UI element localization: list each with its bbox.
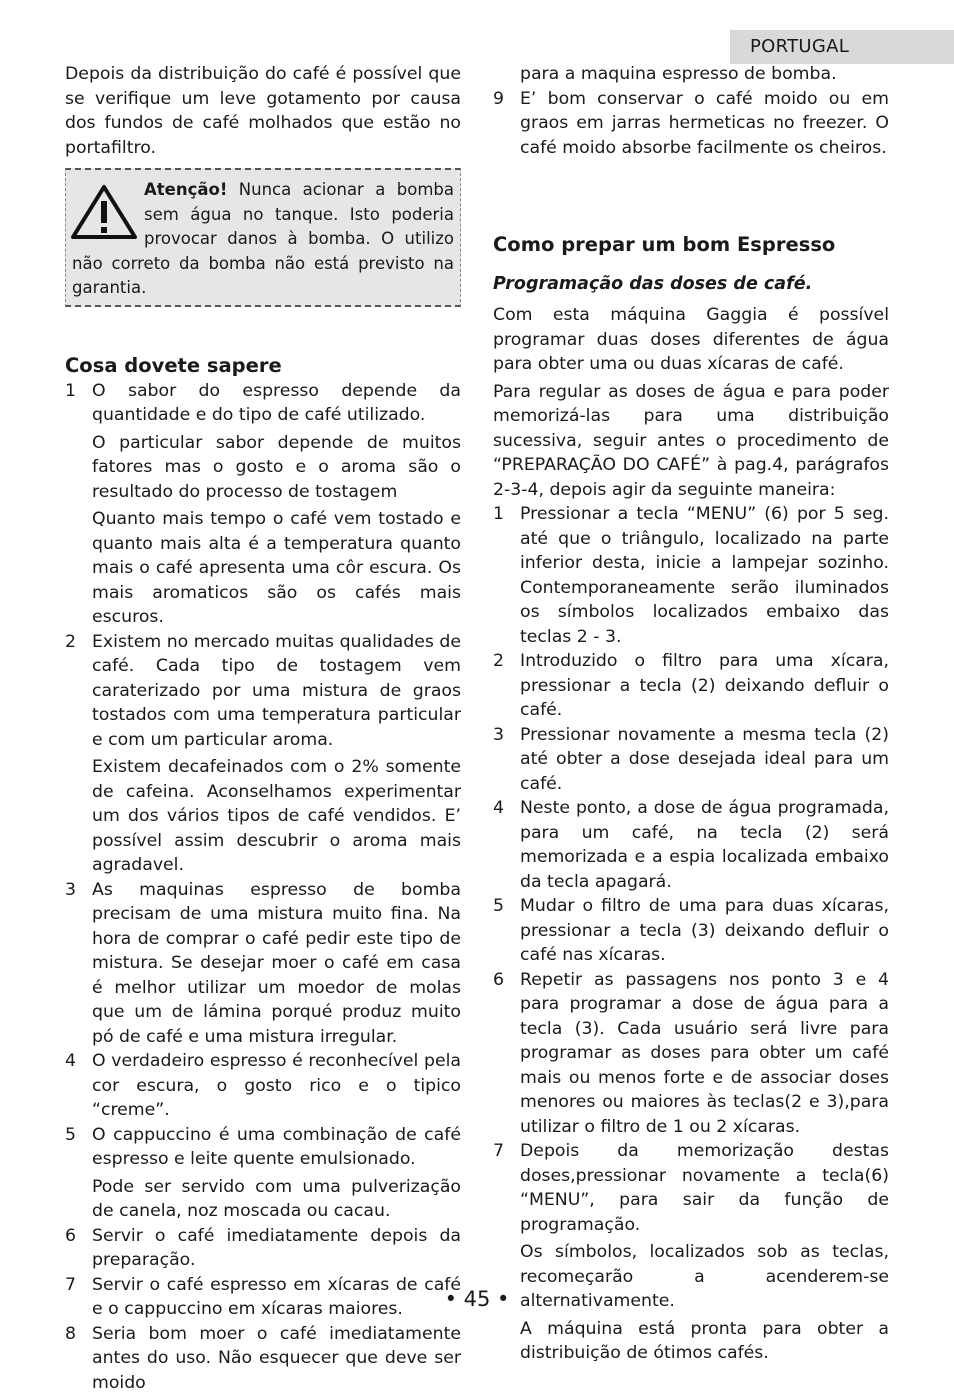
list-item [493, 796, 889, 894]
warning-icon [70, 184, 138, 240]
list-item [65, 1049, 461, 1123]
item-text: Seria bom moer o café imediatamente antes do uso. Não esquecer que deve ser moido [92, 1322, 461, 1395]
list-item [493, 723, 889, 797]
item-number: 1 [65, 379, 76, 404]
tips-list-continued [493, 87, 889, 161]
item-number: 3 [493, 723, 504, 748]
item-text: As maquinas espresso de bomba precisam de uma mistura muito fina. Na hora de comprar o café pedir este tipo de mistura. Se desejar moer o café em casa é melhor utilizar um moedor de molas que um de lámina porqué produz muito pó de café e uma mistura irregular. [92, 878, 461, 1050]
right-column [493, 62, 889, 1366]
item-number: 6 [493, 968, 504, 993]
item-text: Pressionar novamente a mesma tecla (2) até obter a dose desejada ideal para um café. [520, 723, 889, 797]
item-number: 7 [493, 1139, 504, 1164]
continuation-text: para a maquina espresso de bomba. [493, 62, 889, 87]
intro-paragraph: Depois da distribuição do café é possível que se verifique um leve gotamento por causa dos fundos de café molhados que estão no portafiltro. [65, 62, 461, 160]
item-number: 1 [493, 502, 504, 527]
item-text: Pode ser servido com uma pulverização de canela, noz moscada ou cacau. [92, 1175, 461, 1224]
list-item [493, 87, 889, 161]
item-number: 2 [493, 649, 504, 674]
left-column [65, 62, 461, 1395]
item-text: O particular sabor depende de muitos fatores mas o gosto e o aroma são o resultado do processo de tostagem [92, 431, 461, 505]
item-text: O sabor do espresso depende da quantidade e do tipo de café utilizado. [92, 379, 461, 428]
item-number: 3 [65, 878, 76, 903]
item-text: Mudar o filtro de uma para duas xícaras, pressionar a tecla (3) deixando defluir o café nas xícaras. [520, 894, 889, 968]
programming-instructions: Para regular as doses de água e para poder memorizá-las para uma distribuição sucessiva, seguir antes o procedimento de “PREPARAÇÃO DO CAFÉ” à pag.4, parágrafos 2-3-4, depois agir da seguinte maneira: [493, 380, 889, 503]
language-tab [730, 30, 954, 64]
item-text: Existem decafeinados com o 2% somente de cafeina. Aconselhamos experimentar um dos vários tipos de café vendidos. E’ possível assim descubrir o aroma mais agradavel. [92, 755, 461, 878]
item-text: Servir o café imediatamente depois da preparação. [92, 1224, 461, 1273]
item-number: 8 [65, 1322, 76, 1347]
section-heading-cosa-dovete-sapere: Cosa dovete sapere [65, 353, 461, 379]
list-item [65, 1123, 461, 1224]
list-item [65, 1322, 461, 1395]
list-item [65, 1224, 461, 1273]
list-item [493, 502, 889, 649]
warning-box [65, 168, 461, 307]
page-number: • 45 • [0, 1287, 954, 1312]
item-number: 5 [493, 894, 504, 919]
item-text: Existem no mercado muitas qualidades de café. Cada tipo de tostagem vem caraterizado por uma mistura de graos tostados com uma temperatura particular e com um particular aroma. [92, 630, 461, 753]
item-number: 9 [493, 87, 504, 112]
item-number: 4 [65, 1049, 76, 1074]
section-heading-como-preparar: Como prepar um bom Espresso [493, 232, 889, 258]
item-text: Neste ponto, a dose de água programada, para um café, na tecla (2) será memorizada e a espia localizada embaixo da tecla apagará. [520, 796, 889, 894]
list-item [493, 649, 889, 723]
item-number: 5 [65, 1123, 76, 1148]
programming-steps [493, 502, 889, 1366]
item-text: A máquina está pronta para obter a distribuição de ótimos cafés. [520, 1317, 889, 1366]
programming-intro: Com esta máquina Gaggia é possível programar duas doses diferentes de água para obter uma ou duas xícaras de café. [493, 303, 889, 377]
list-item [65, 878, 461, 1050]
list-item [493, 968, 889, 1140]
item-text: E’ bom conservar o café moido ou em graos em jarras hermeticas no freezer. O café moido absorbe facilmente os cheiros. [520, 87, 889, 161]
item-text: Depois da memorização destas doses,pressionar novamente a tecla(6) “MENU”, para sair da função de programação. [520, 1139, 889, 1237]
list-item [493, 894, 889, 968]
item-number: 2 [65, 630, 76, 655]
item-number: 6 [65, 1224, 76, 1249]
item-text: Servir o café espresso em xícaras de café e o cappuccino em xícaras maiores. [92, 1273, 461, 1322]
item-text: Quanto mais tempo o café vem tostado e quanto mais alta é a temperatura quanto mais o café apresenta uma côr escura. Os mais aromaticos são os cafés mais escuros. [92, 507, 461, 630]
item-text: Os símbolos, localizados sob as teclas, recomeçarão a acenderem-se alternativamente. [520, 1240, 889, 1314]
item-text: Introduzido o filtro para uma xícara, pressionar a tecla (2) deixando defluir o café. [520, 649, 889, 723]
tips-list [65, 379, 461, 1395]
item-number: 7 [65, 1273, 76, 1298]
subheading-programacao: Programação das doses de café. [493, 271, 889, 297]
list-item [493, 1139, 889, 1366]
item-text: Repetir as passagens nos ponto 3 e 4 para programar a dose de água para a tecla (3). Cada usuário será livre para programar as doses para obter um café mais ou menos forte e de associar doses menores ou maiores às teclas(2 e 3),para utilizar o filtro de 1 ou 2 xícaras. [520, 968, 889, 1140]
warning-title: Atenção! [144, 180, 227, 199]
item-text: O verdadeiro espresso é reconhecível pela cor escura, o gosto rico e o tipico “creme”. [92, 1049, 461, 1123]
language-label: PORTUGAL [750, 35, 849, 60]
warning-body: Nunca acionar a bomba sem água no tanque. Isto poderia provocar danos à bomba. O utilizo não correto da bomba não está previsto na garantia. [72, 180, 454, 297]
list-item [65, 630, 461, 878]
item-number: 4 [493, 796, 504, 821]
item-text: Pressionar a tecla “MENU” (6) por 5 seg. até que o triângulo, localizado na parte inferior desta, inicie a lampejar sozinho. Contemporaneamente serão iluminados os símbolos localizados embaixo das teclas 2 - 3. [520, 502, 889, 649]
list-item [65, 379, 461, 630]
item-text: O cappuccino é uma combinação de café espresso e leite quente emulsionado. [92, 1123, 461, 1172]
